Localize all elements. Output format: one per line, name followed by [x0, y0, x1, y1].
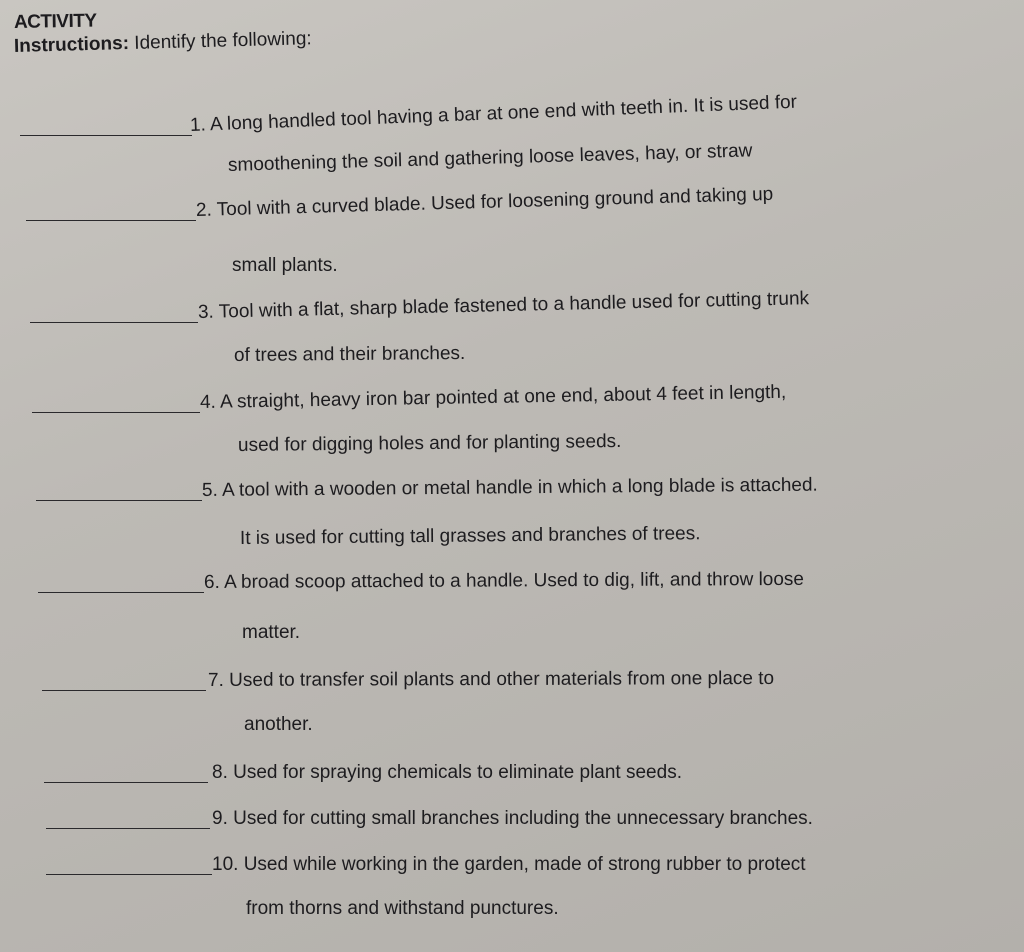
instructions-label: Instructions: — [13, 32, 130, 57]
answer-blank-7[interactable] — [42, 690, 206, 691]
question-number: 5. — [201, 479, 218, 501]
question-9 — [212, 808, 813, 830]
answer-blank-6[interactable] — [38, 592, 204, 593]
question-text: Used to transfer soil plants and other materials from one place to — [229, 668, 775, 691]
instructions-text: Identify the following: — [128, 28, 312, 54]
question-text: A long handled tool having a bar at one end with teeth in. It is used for — [209, 91, 798, 136]
answer-blank-10[interactable] — [46, 874, 212, 875]
answer-blank-5[interactable] — [36, 500, 202, 501]
question-text: Used while working in the garden, made of strong rubber to protect — [243, 854, 806, 875]
question-3 — [198, 288, 810, 324]
question-text: A tool with a wooden or metal handle in which a long blade is attached. — [221, 474, 818, 501]
answer-blank-2[interactable] — [26, 220, 196, 221]
question-1 — [190, 92, 798, 137]
question-4-continuation: used for digging holes and for planting seeds. — [237, 430, 622, 456]
question-10 — [212, 854, 806, 876]
question-number: 7. — [207, 669, 224, 691]
question-number: 9. — [212, 808, 228, 829]
question-number: 2. — [195, 199, 213, 221]
answer-blank-4[interactable] — [32, 412, 200, 413]
question-2 — [196, 184, 774, 222]
question-text: Tool with a curved blade. Used for loosening ground and taking up — [216, 183, 774, 221]
question-10-continuation: from thorns and withstand punctures. — [246, 898, 559, 919]
question-8 — [212, 762, 682, 784]
answer-blank-8[interactable] — [44, 782, 208, 783]
question-number: 3. — [197, 301, 215, 323]
question-text: Used for spraying chemicals to eliminate plant seeds. — [233, 762, 682, 783]
question-number: 6. — [203, 571, 220, 593]
question-4 — [200, 382, 787, 414]
question-number: 8. — [212, 762, 228, 783]
activity-title: ACTIVITY — [13, 10, 97, 33]
question-5 — [202, 475, 818, 502]
question-6-continuation: matter. — [242, 622, 301, 643]
question-7 — [208, 668, 774, 692]
question-text: A broad scoop attached to a handle. Used to dig, lift, and throw loose — [224, 568, 805, 593]
answer-blank-3[interactable] — [30, 322, 198, 323]
question-text: Used for cutting small branches including the unnecessary branches. — [233, 808, 813, 829]
answer-blank-9[interactable] — [46, 828, 210, 829]
question-5-continuation: It is used for cutting tall grasses and branches of trees. — [239, 523, 701, 549]
question-1-continuation: smoothening the soil and gathering loose leaves, hay, or straw — [227, 140, 753, 176]
answer-blank-1[interactable] — [20, 135, 192, 136]
question-number: 4. — [199, 391, 217, 413]
question-6 — [204, 569, 804, 594]
question-3-continuation: of trees and their branches. — [233, 342, 466, 366]
question-2-continuation: small plants. — [232, 255, 338, 276]
question-text: Tool with a flat, sharp blade fastened to a handle used for cutting trunk — [218, 288, 810, 323]
question-7-continuation: another. — [244, 714, 313, 735]
question-text: A straight, heavy iron bar pointed at one end, about 4 feet in length, — [219, 381, 787, 413]
question-number: 10. — [212, 854, 239, 875]
question-number: 1. — [189, 114, 207, 136]
